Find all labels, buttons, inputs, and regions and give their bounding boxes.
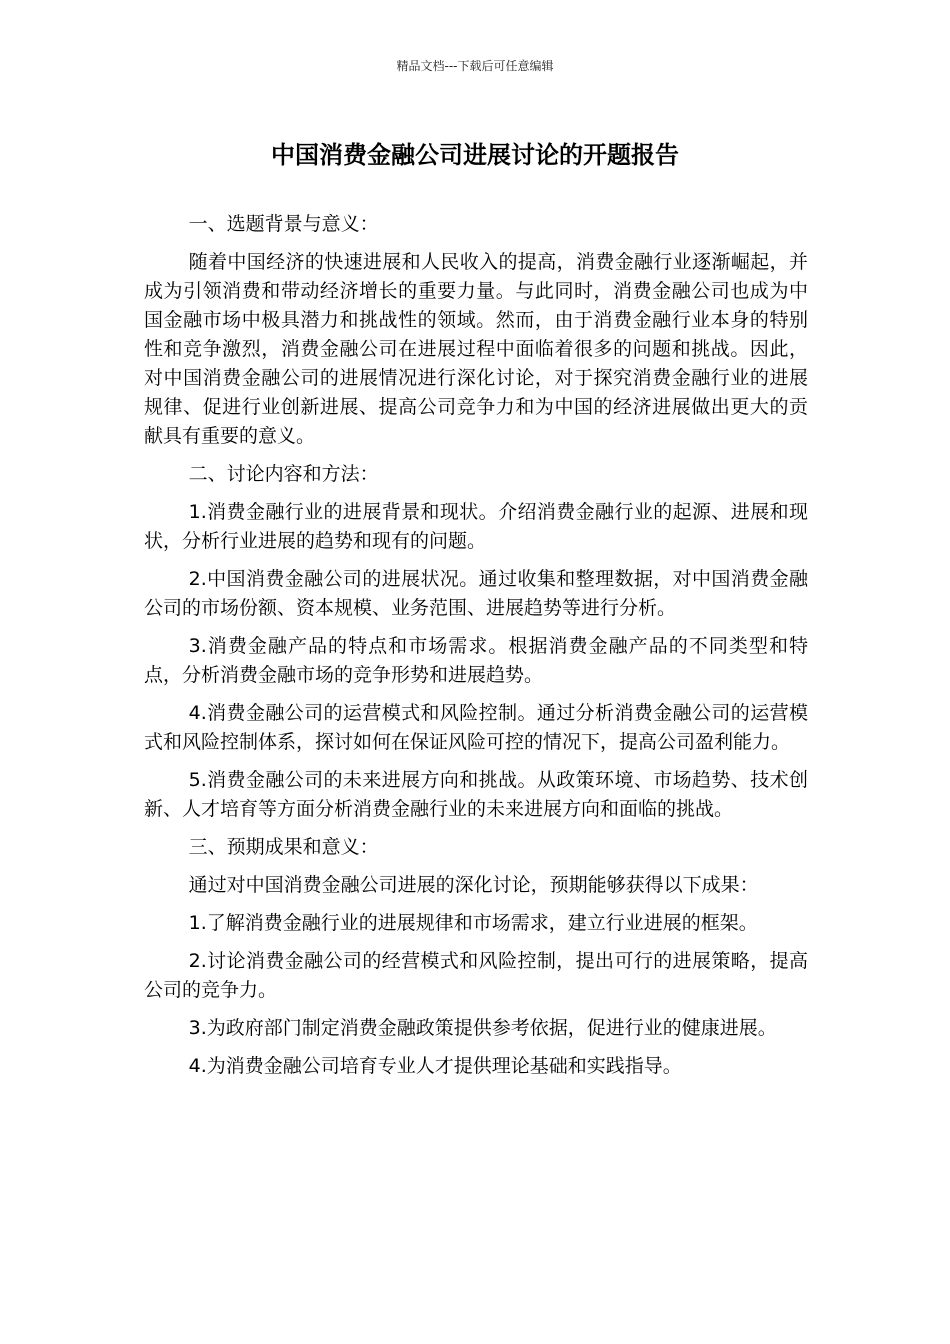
document-body [144,210,808,1090]
content-item-2: 2.中国消费金融公司的进展状况。通过收集和整理数据，对中国消费金融公司的市场份额、资本规模、业务范围、进展趋势等进行分析。 [144,568,808,619]
section-heading-background: 一、选题背景与意义： [188,213,379,235]
content-item-5: 5.消费金融公司的未来进展方向和挑战。从政策环境、市场趋势、技术创新、人才培育等方面分析消费金融行业的未来进展方向和面临的挑战。 [144,769,808,820]
document-title: 中国消费金融公司进展讨论的开题报告 [271,141,679,169]
paragraph-results-intro: 通过对中国消费金融公司进展的深化讨论，预期能够获得以下成果： [188,874,759,896]
section-heading-content-methods: 二、讨论内容和方法： [188,463,379,485]
result-item-4: 4.为消费金融公司培育专业人才提供理论基础和实践指导。 [188,1055,682,1077]
content-item-4: 4.消费金融公司的运营模式和风险控制。通过分析消费金融公司的运营模式和风险控制体系，探讨如何在保证风险可控的情况下，提高公司盈利能力。 [144,702,808,753]
content-item-3: 3.消费金融产品的特点和市场需求。根据消费金融产品的不同类型和特点，分析消费金融市场的竞争形势和进展趋势。 [144,635,808,686]
section-heading-expected-results: 三、预期成果和意义： [188,836,379,858]
result-item-3: 3.为政府部门制定消费金融政策提供参考依据，促进行业的健康进展。 [188,1017,777,1039]
content-item-1: 1.消费金融行业的进展背景和现状。介绍消费金融行业的起源、进展和现状，分析行业进展的趋势和现有的问题。 [144,501,808,552]
paragraph-background: 随着中国经济的快速进展和人民收入的提高，消费金融行业逐渐崛起，并成为引领消费和带动经济增长的重要力量。与此同时，消费金融公司也成为中国金融市场中极具潜力和挑战性的领域。然而，由于消费金融行业本身的特别性和竞争激烈，消费金融公司在进展过程中面临着很多的问题和挑战。因此，对中国消费金融公司的进展情况进行深化讨论，对于探究消费金融行业的进展规律、促进行业创新进展、提高公司竞争力和为中国的经济进展做出更大的贡献具有重要的意义。 [144,251,808,447]
result-item-1: 1.了解消费金融行业的进展规律和市场需求，建立行业进展的框架。 [188,912,758,934]
result-item-2: 2.讨论消费金融公司的经营模式和风险控制，提出可行的进展策略，提高公司的竞争力。 [144,950,808,1001]
header-note: 精品文档---下载后可任意编辑 [396,59,554,73]
